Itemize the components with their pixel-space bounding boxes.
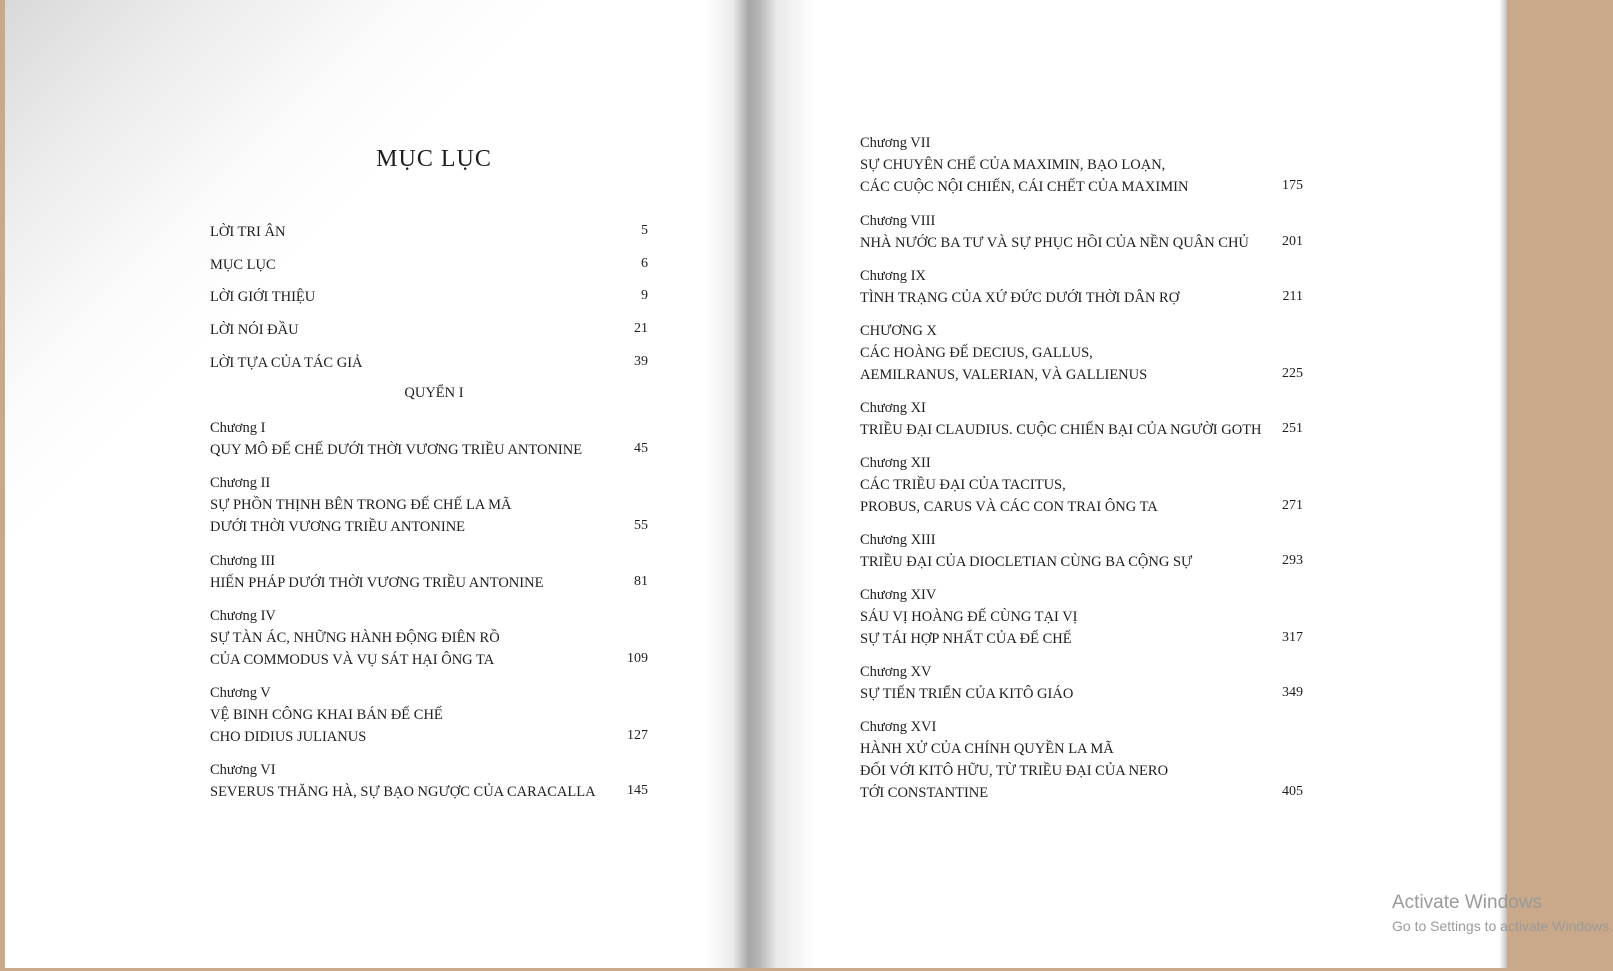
activation-watermark <box>1392 890 1613 936</box>
chapter-number: Chương XIII <box>860 532 936 548</box>
toc-page-number: 211 <box>1282 289 1303 304</box>
toc-page-number: 175 <box>1282 178 1303 193</box>
watermark-subtitle: Go to Settings to activate Windows. <box>1392 918 1613 934</box>
toc-chapter-entry <box>860 210 1249 254</box>
open-book <box>5 0 1507 968</box>
toc-chapter-entry <box>860 397 1262 441</box>
toc-chapter-entry <box>210 759 596 803</box>
chapter-title-line: SEVERUS THĂNG HÀ, SỰ BẠO NGƯỢC CỦA CARACALLA <box>210 784 596 800</box>
toc-page-number: 225 <box>1282 366 1303 381</box>
page-title: MỤC LỤC <box>376 146 492 172</box>
chapter-number: Chương XII <box>860 455 931 471</box>
toc-page-number: 39 <box>634 354 648 369</box>
page-edge <box>1499 0 1507 968</box>
toc-entry-title: MỤC LỤC <box>210 257 276 273</box>
toc-entry-title: LỜI TRI ÂN <box>210 224 286 240</box>
chapter-number: Chương XV <box>860 664 932 680</box>
toc-page-number: 349 <box>1282 685 1303 700</box>
chapter-number: CHƯƠNG X <box>860 323 937 339</box>
toc-entry <box>210 286 315 308</box>
chapter-title-line: CÁC TRIỀU ĐẠI CỦA TACITUS, <box>860 477 1066 493</box>
chapter-title-line: HIẾN PHÁP DƯỚI THỜI VƯƠNG TRIỀU ANTONINE <box>210 575 544 591</box>
toc-entry-title: LỜI GIỚI THIỆU <box>210 289 316 305</box>
toc-chapter-entry <box>860 320 1147 386</box>
chapter-title-line: TÌNH TRẠNG CỦA XỨ ĐỨC DƯỚI THỜI DÂN RỢ <box>860 290 1180 306</box>
chapter-title-line: SỰ TÁI HỢP NHẤT CỦA ĐẾ CHẾ <box>860 631 1072 647</box>
chapter-number: Chương V <box>210 685 271 701</box>
toc-chapter-entry <box>210 472 512 538</box>
chapter-title-line: TRIỀU ĐẠI CLAUDIUS. CUỘC CHIẾN BẠI CỦA NGƯỜI GOTH <box>860 422 1262 438</box>
toc-page-number: 251 <box>1282 421 1303 436</box>
toc-page-number: 317 <box>1282 630 1303 645</box>
chapter-title-line: PROBUS, CARUS VÀ CÁC CON TRAI ÔNG TA <box>860 499 1158 515</box>
chapter-title-line: TRIỀU ĐẠI CỦA DIOCLETIAN CÙNG BA CỘNG SỰ <box>860 554 1193 570</box>
chapter-title-line: SỰ CHUYÊN CHẾ CỦA MAXIMIN, BẠO LOẠN, <box>860 157 1166 173</box>
chapter-title-line: SỰ PHỒN THỊNH BÊN TRONG ĐẾ CHẾ LA MÃ <box>210 497 512 513</box>
toc-page-number: 45 <box>634 441 648 456</box>
chapter-title-line: AEMILRANUS, VALERIAN, VÀ GALLIENUS <box>860 367 1148 383</box>
chapter-number: Chương IX <box>860 268 926 284</box>
chapter-title-line: TỚI CONSTANTINE <box>860 785 989 801</box>
chapter-number: Chương I <box>210 420 266 436</box>
toc-page-number: 9 <box>641 288 648 303</box>
toc-entry <box>210 221 285 243</box>
left-page <box>5 0 757 968</box>
toc-page-number: 55 <box>634 518 648 533</box>
toc-chapter-entry <box>860 132 1188 198</box>
chapter-number: Chương VIII <box>860 213 936 229</box>
toc-page-number: 145 <box>627 783 648 798</box>
toc-chapter-entry <box>860 584 1078 650</box>
chapter-title-line: DƯỚI THỜI VƯƠNG TRIỀU ANTONINE <box>210 519 466 535</box>
toc-page-number: 293 <box>1282 553 1303 568</box>
toc-chapter-entry <box>860 452 1158 518</box>
toc-page-number: 405 <box>1282 784 1303 799</box>
toc-page-number: 5 <box>641 223 648 238</box>
toc-entry-title: LỜI TỰA CỦA TÁC GIẢ <box>210 355 363 371</box>
toc-entry <box>210 319 299 341</box>
toc-chapter-entry <box>210 550 543 594</box>
chapter-title-line: ĐỐI VỚI KITÔ HỮU, TỪ TRIỀU ĐẠI CỦA NERO <box>860 763 1169 779</box>
chapter-title-line: SÁU VỊ HOÀNG ĐẾ CÙNG TẠI VỊ <box>860 609 1078 625</box>
toc-chapter-entry <box>210 605 500 671</box>
toc-chapter-entry <box>860 265 1179 309</box>
chapter-number: Chương III <box>210 553 276 569</box>
chapter-number: Chương XVI <box>860 719 937 735</box>
chapter-title-line: SỰ TÀN ÁC, NHỮNG HÀNH ĐỘNG ĐIÊN RỒ <box>210 630 500 646</box>
toc-page-number: 81 <box>634 574 648 589</box>
chapter-title-line: NHÀ NƯỚC BA TƯ VÀ SỰ PHỤC HỒI CỦA NỀN QUÂN CHỦ <box>860 235 1249 251</box>
toc-page-number: 109 <box>627 651 648 666</box>
toc-entry <box>210 352 363 374</box>
toc-page-number: 127 <box>627 728 648 743</box>
chapter-title-line: VỆ BINH CÔNG KHAI BÁN ĐẾ CHẾ <box>210 707 443 723</box>
toc-chapter-entry <box>210 682 443 748</box>
right-page <box>757 0 1507 968</box>
chapter-title-line: CỦA COMMODUS VÀ VỤ SÁT HẠI ÔNG TA <box>210 652 495 668</box>
watermark-title: Activate Windows <box>1392 892 1542 913</box>
chapter-number: Chương IV <box>210 608 276 624</box>
chapter-title-line: SỰ TIẾN TRIỂN CỦA KITÔ GIÁO <box>860 686 1074 702</box>
toc-chapter-entry <box>860 661 1073 705</box>
chapter-number: Chương VII <box>860 135 931 151</box>
chapter-title-line: CHO DIDIUS JULIANUS <box>210 729 367 745</box>
toc-chapter-entry <box>860 529 1192 573</box>
toc-entry-title: LỜI NÓI ĐẦU <box>210 322 299 338</box>
chapter-number: Chương VI <box>210 762 276 778</box>
chapter-title-line: QUY MÔ ĐẾ CHẾ DƯỚI THỜI VƯƠNG TRIỀU ANTONINE <box>210 442 583 458</box>
chapter-title-line: CÁC CUỘC NỘI CHIẾN, CÁI CHẾT CỦA MAXIMIN <box>860 179 1189 195</box>
toc-chapter-entry <box>210 417 582 461</box>
chapter-number: Chương XI <box>860 400 926 416</box>
toc-entry <box>210 254 276 276</box>
toc-page-number: 201 <box>1282 234 1303 249</box>
toc-page-number: 6 <box>641 256 648 271</box>
chapter-title-line: HÀNH XỬ CỦA CHÍNH QUYỀN LA MÃ <box>860 741 1114 757</box>
section-label: QUYỂN I <box>404 385 464 401</box>
chapter-number: Chương II <box>210 475 271 491</box>
toc-page-number: 21 <box>634 321 648 336</box>
chapter-title-line: CÁC HOÀNG ĐẾ DECIUS, GALLUS, <box>860 345 1093 361</box>
toc-page-number: 271 <box>1282 498 1303 513</box>
toc-chapter-entry <box>860 716 1168 804</box>
chapter-number: Chương XIV <box>860 587 937 603</box>
